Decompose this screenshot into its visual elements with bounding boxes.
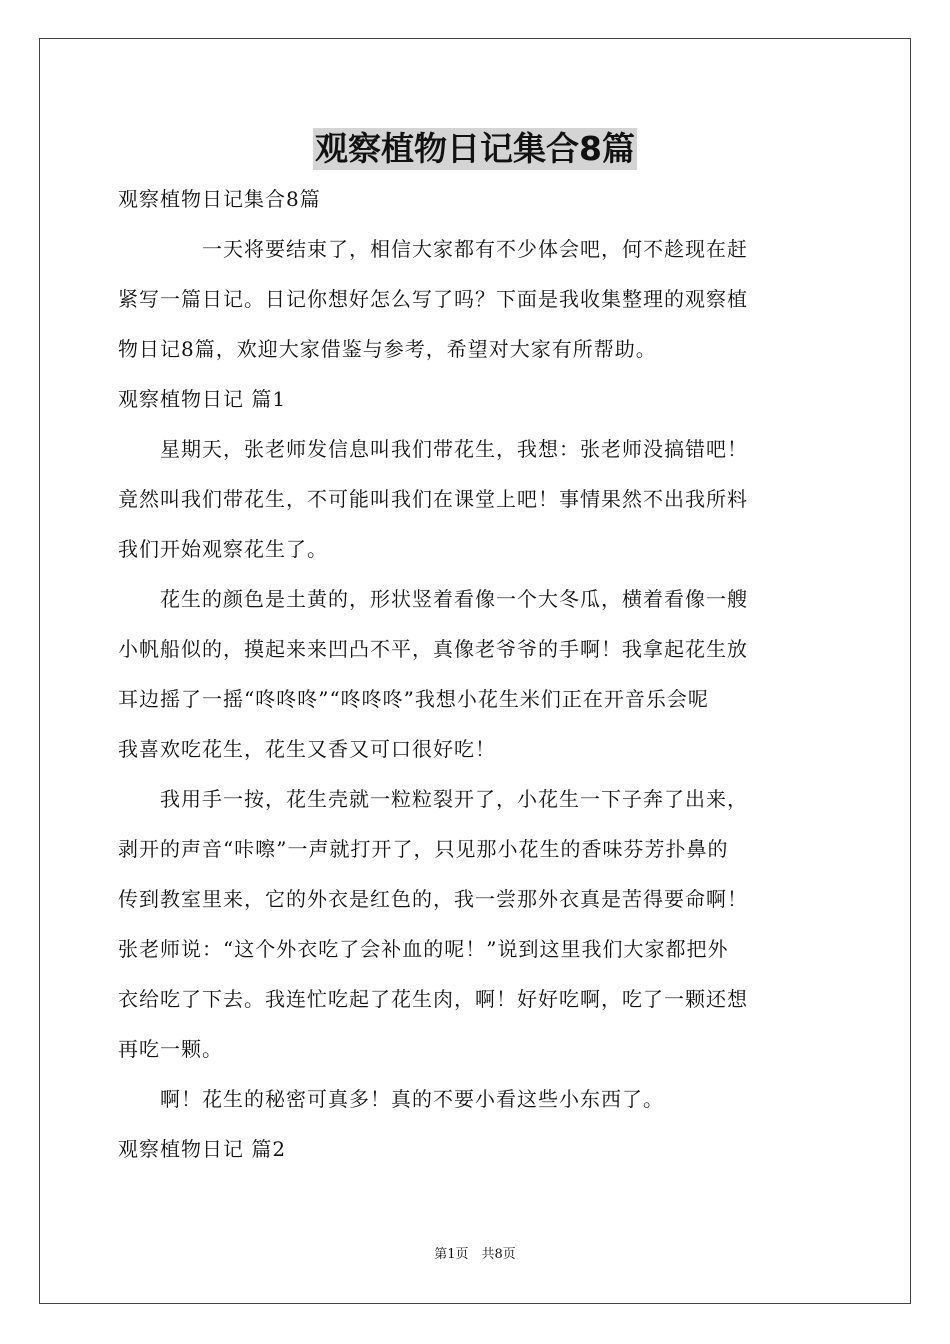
intro-line-1: 一天将要结束了，相信大家都有不少体会吧，何不趁现在赶: [118, 237, 748, 261]
paragraph-line: 啊！花生的秘密可真多！真的不要小看这些小东西了。: [118, 1087, 664, 1111]
document-title: 观察植物日记集合8篇: [315, 129, 635, 168]
paragraph-line: 传到教室里来，它的外衣是红色的，我一尝那外衣真是苦得要命啊！: [118, 887, 748, 911]
section-heading-1: 观察植物日记 篇1: [118, 387, 287, 411]
subtitle-line: 观察植物日记集合8篇: [118, 187, 321, 211]
paragraph-line: 星期天，张老师发信息叫我们带花生，我想：张老师没搞错吧！: [118, 437, 748, 461]
paragraph-line: 我用手一按，花生壳就一粒粒裂开了，小花生一下子奔了出来，: [118, 787, 748, 811]
paragraph-line: 再吃一颗。: [118, 1037, 223, 1061]
page-number-footer: 第1页 共8页: [434, 1247, 516, 1262]
paragraph-line: 竟然叫我们带花生，不可能叫我们在课堂上吧！事情果然不出我所料: [118, 487, 748, 511]
paragraph-line: 衣给吃了下去。我连忙吃起了花生肉，啊！好好吃啊，吃了一颗还想: [118, 987, 748, 1011]
paragraph-line: 耳边摇了一摇“咚咚咚”“咚咚咚”我想小花生米们正在开音乐会呢: [118, 687, 709, 711]
paragraph-line: 小帆船似的，摸起来来凹凸不平，真像老爷爷的手啊！我拿起花生放: [118, 637, 748, 661]
section-heading-2: 观察植物日记 篇2: [118, 1137, 287, 1161]
intro-line-3: 物日记8篇，欢迎大家借鉴与参考，希望对大家有所帮助。: [118, 337, 657, 361]
paragraph-line: 我们开始观察花生了。: [118, 537, 328, 561]
title-area: [0, 128, 950, 170]
paragraph-line: 剥开的声音“咔嚓”一声就打开了，只见那小花生的香味芬芳扑鼻的: [118, 837, 729, 861]
paragraph-line: 张老师说：“这个外衣吃了会补血的呢！”说到这里我们大家都把外: [118, 937, 729, 961]
intro-line-2: 紧写一篇日记。日记你想好怎么写了吗？下面是我收集整理的观察植: [118, 287, 748, 311]
paragraph-line: 花生的颜色是土黄的，形状竖着看像一个大冬瓜，横着看像一艘: [118, 587, 748, 611]
paragraph-line: 我喜欢吃花生，花生又香又可口很好吃！: [118, 737, 496, 761]
page-border: [39, 38, 911, 1304]
